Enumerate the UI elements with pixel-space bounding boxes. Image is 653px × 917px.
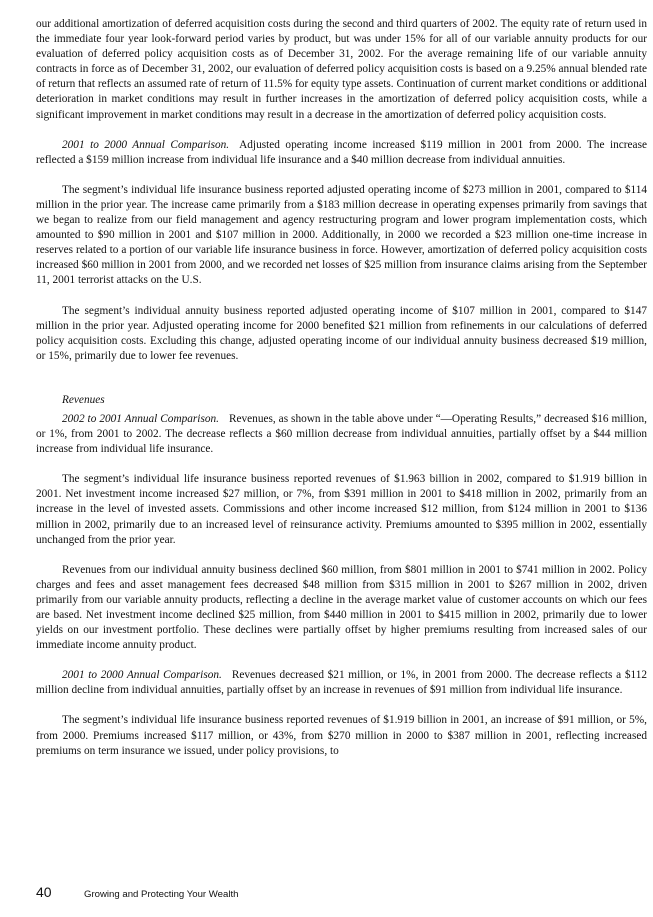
paragraph-individual-life-revenues-2001 bbox=[36, 713, 647, 758]
inline-heading: 2001 to 2000 Annual Comparison. bbox=[62, 669, 222, 682]
paragraph-text: our additional amortization of deferred acquisition costs during the second and third quarters of 2002. The equity rate of return used in the immediate four year look-forward period varies by product, but was under 15% for all of our variable annuity products for our evaluation of deferred policy acquisition costs as of December 31, 2002. For the average remaining life of our variable annuity contracts in force as of December 31, 2002, our evaluation of deferred policy acquisition costs is based on a 9.25% annual blended rate of return that reflects an assumed rate of return of 11.5% for equity type assets. Continuation of current market conditions or additional deterioration in market conditions may result in further increases in the amortization of deferred policy acquisition costs, while a significant improvement in market conditions may result in a decrease in the amortization of deferred policy acquisition costs. bbox=[36, 18, 647, 121]
page-body bbox=[36, 17, 647, 774]
paragraph-text: The segment’s individual life insurance business reported adjusted operating income of $273 million in 2001, compared to $114 million in the prior year. The increase came primarily from a $183 million decrease in operating expenses primarily from savings that we began to realize from our field management and agency restructuring program and lower program implementation costs, which amounted to $90 million in 2001 and $107 million in 2000. Additionally, in 2000 we recorded a $23 million one-time increase in reserves related to a portion of our variable life insurance business in force. However, amortization of deferred policy acquisition costs increased $60 million in 2001 from 2000, and we recorded net losses of $25 million from insurance claims arising from the September 11, 2001 terrorist attacks on the U.S. bbox=[36, 183, 647, 287]
paragraph-2001-2000-comparison bbox=[36, 138, 647, 168]
paragraph-text: The segment’s individual life insurance business reported revenues of $1.919 billion in 2001, an increase of $91 million, or 5%, from 2000. Premiums increased $117 million, or 43%, from $270 million in 2000 to $387 million in 2001, reflecting increased premiums on term insurance we issued, under policy provisions, to bbox=[36, 714, 647, 757]
footer-title: Growing and Protecting Your Wealth bbox=[84, 889, 239, 900]
paragraph-text: The segment’s individual life insurance business reported revenues of $1.963 billion in 2002, compared to $1.919 billion in 2001. Net investment income increased $27 million, or 7%, from $391 million in 2001 to $418 million in 2002, primarily from an increase in the level of invested assets. Commissions and other income increased $12 million, from $124 million in 2001 to $136 million in 2002, primarily due to an increased level of reinsurance activity. Premiums amounted to $395 million in 2002, essentially unchanged from the prior year. bbox=[36, 473, 647, 546]
paragraph-individual-life-operating-income bbox=[36, 183, 647, 289]
inline-heading: 2001 to 2000 Annual Comparison. bbox=[62, 138, 230, 151]
paragraph-revenues-2002-2001-comparison bbox=[36, 412, 647, 457]
page-footer bbox=[36, 884, 647, 900]
inline-heading: 2002 to 2001 Annual Comparison. bbox=[62, 412, 219, 425]
paragraph-individual-annuity-revenues bbox=[36, 563, 647, 654]
paragraph-text: Adjusted operating income increased $119 million in 2001 from 2000. The increase reflected a $159 million increase from individual life insurance and a $40 million decrease from individual annuities. bbox=[36, 138, 647, 166]
paragraph-revenues-2001-2000-comparison bbox=[36, 668, 647, 698]
paragraph-text: Revenues decreased $21 million, or 1%, in 2001 from 2000. The decrease reflects a $112 million decline from individual annuities, partially offset by an increase in revenues of $91 million from individual life insurance. bbox=[36, 669, 647, 697]
paragraph-individual-annuity-operating-income bbox=[36, 304, 647, 364]
paragraph-text: Revenues from our individual annuity business declined $60 million, from $801 million in 2001 to $741 million in 2002. Policy charges and fees and asset management fees decreased $48 million from $315 million in 2001 to $267 million in 2002, driven primarily from our variable annuity products, reflecting a decline in the average market value of customer accounts on which our fees are based. Net investment income declined $25 million, from $440 million in 2001 to $415 million in 2002, primarily due to lower yields on our investment portfolio. These declines were partially offset by higher premiums resulting from increased sales of our immediate income annuity product. bbox=[36, 563, 647, 652]
paragraph-dac-continuation bbox=[36, 17, 647, 123]
paragraph-text: The segment’s individual annuity business reported adjusted operating income of $107 million in 2001, compared to $147 million in the prior year. Adjusted operating income for 2000 benefited $21 million from refinements in our calculations of deferred policy acquisition costs. Excluding this change, adjusted operating income of our individual annuity business decreased $19 million, or 15%, primarily due to lower fee revenues. bbox=[36, 304, 647, 362]
paragraph-text: Revenues, as shown in the table above under “—Operating Results,” decreased $16 million, or 1%, from 2001 to 2002. The decrease reflects a $60 million decrease from individual annuities, partially offset by a $44 million increase from individual life insurance. bbox=[36, 412, 647, 456]
page-number: 40 bbox=[36, 884, 52, 900]
paragraph-individual-life-revenues-2002 bbox=[36, 472, 647, 547]
section-heading-revenues: Revenues bbox=[62, 393, 105, 406]
